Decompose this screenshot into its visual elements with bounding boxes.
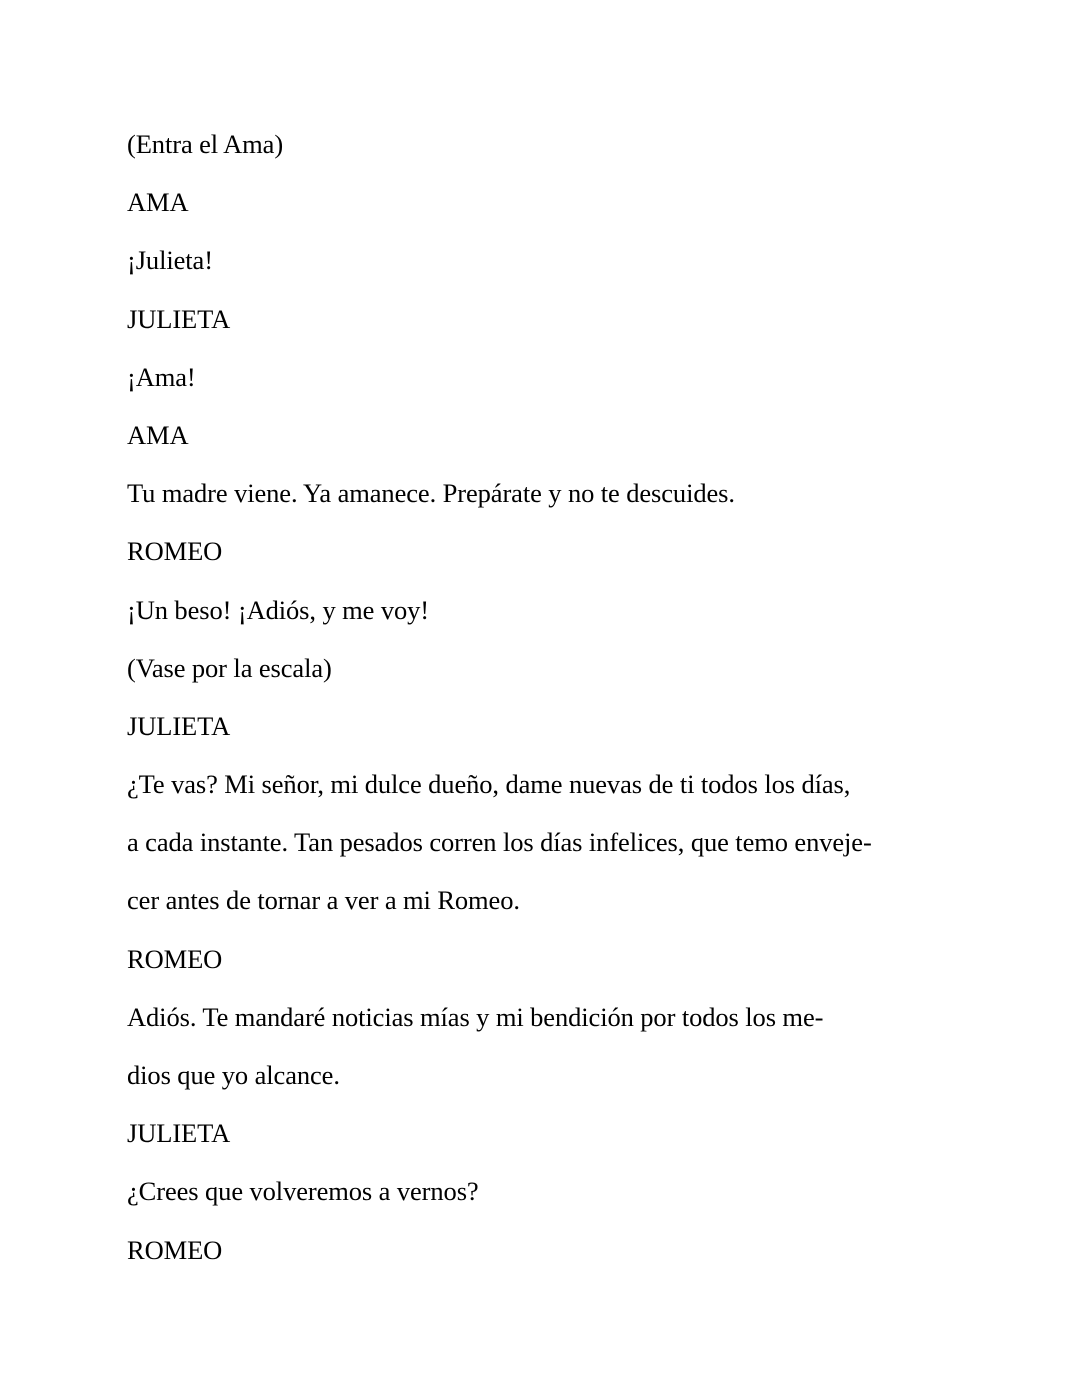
speaker-name: AMA — [127, 187, 189, 218]
dialogue-line: ¿Te vas? Mi señor, mi dulce dueño, dame nuevas de ti todos los días, — [127, 769, 851, 800]
dialogue-line: Adiós. Te mandaré noticias mías y mi bendición por todos los me- — [127, 1001, 824, 1032]
dialogue-line: a cada instante. Tan pesados corren los días infelices, que temo enveje- — [127, 827, 872, 858]
speaker-name: JULIETA — [127, 303, 231, 334]
speaker-name: JULIETA — [127, 1118, 231, 1149]
dialogue-line: ¡Julieta! — [127, 245, 213, 276]
dialogue-line: ¿Crees que volveremos a vernos? — [127, 1176, 479, 1207]
stage-direction: (Entra el Ama) — [127, 129, 284, 159]
speaker-name: ROMEO — [127, 536, 223, 567]
dialogue-line: dios que yo alcance. — [127, 1060, 340, 1090]
speaker-name: ROMEO — [127, 1234, 223, 1265]
speaker-name: ROMEO — [127, 943, 223, 974]
dialogue-line: Tu madre viene. Ya amanece. Prepárate y no te descuides. — [127, 478, 735, 509]
stage-direction: (Vase por la escala) — [127, 652, 332, 683]
speaker-name: JULIETA — [127, 710, 231, 741]
dialogue-line: cer antes de tornar a ver a mi Romeo. — [127, 885, 520, 916]
speaker-name: AMA — [127, 419, 189, 450]
dialogue-line: ¡Ama! — [127, 361, 196, 392]
dialogue-line: ¡Un beso! ¡Adiós, y me voy! — [127, 594, 429, 625]
document-page — [127, 126, 927, 1290]
